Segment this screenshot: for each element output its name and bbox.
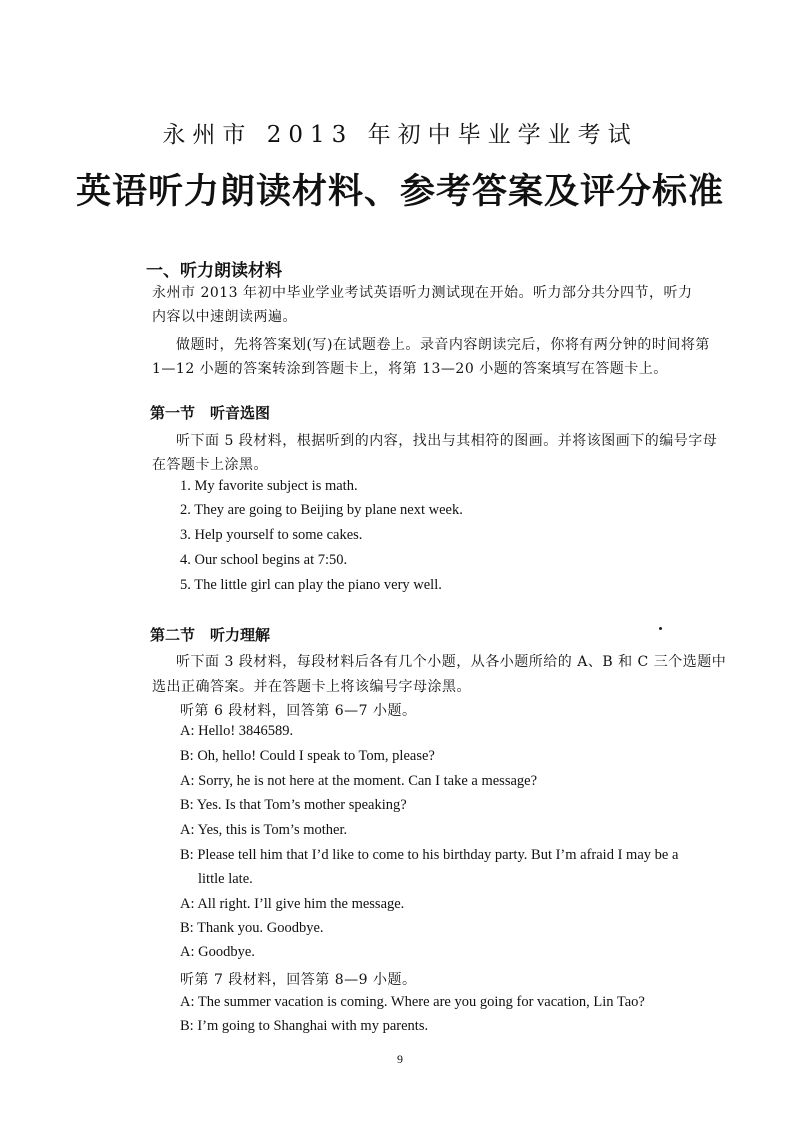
section-heading: 第二节 听力理解	[150, 626, 271, 644]
dialogue-line: B: Yes. Is that Tom’s mother speaking?	[180, 797, 407, 813]
intro-line: 永州市 2013 年初中毕业学业考试英语听力测试现在开始。听力部分共分四节，听力	[152, 285, 693, 301]
scan-speck	[659, 627, 662, 630]
dialogue-line: A: The summer vacation is coming. Where are you going for vacation, Lin Tao?	[180, 994, 645, 1010]
dialogue-line: A: All right. I’ll give him the message.	[180, 896, 405, 912]
intro-line: 做题时，先将答案划(写)在试题卷上。录音内容朗读完后，你将有两分钟的时间将第	[176, 337, 710, 353]
listening-item: 1. My favorite subject is math.	[180, 478, 358, 494]
instruction-line: 听下面 5 段材料，根据听到的内容，找出与其相符的图画。并将该图画下的编号字母	[176, 433, 718, 449]
material-label: 听第 6 段材料，回答第 6—7 小题。	[180, 703, 417, 719]
section-heading: 第一节 听音选图	[150, 404, 271, 422]
part-heading: 一、听力朗读材料	[146, 261, 282, 281]
instruction-line: 在答题卡上涂黑。	[152, 457, 268, 473]
dialogue-line: little late.	[198, 871, 253, 887]
listening-item: 5. The little girl can play the piano very well.	[180, 577, 442, 593]
listening-item: 4. Our school begins at 7:50.	[180, 552, 348, 568]
dialogue-line: A: Hello! 3846589.	[180, 723, 294, 739]
page-number: 9	[397, 1052, 403, 1066]
dialogue-line: B: Please tell him that I’d like to come to his birthday party. But I’m afraid I may be a	[180, 847, 679, 863]
dialogue-line: B: Oh, hello! Could I speak to Tom, please?	[180, 748, 435, 764]
dialogue-line: A: Yes, this is Tom’s mother.	[180, 822, 348, 838]
exam-title: 永州市 2013 年初中毕业学业考试	[162, 122, 638, 148]
intro-line: 1—12 小题的答案转涂到答题卡上，将第 13—20 小题的答案填写在答题卡上。	[152, 361, 668, 377]
dialogue-line: B: I’m going to Shanghai with my parents.	[180, 1018, 429, 1034]
dialogue-line: A: Sorry, he is not here at the moment. Can I take a message?	[180, 773, 538, 789]
intro-line: 内容以中速朗读两遍。	[152, 309, 297, 325]
dialogue-line: A: Goodbye.	[180, 944, 255, 960]
dialogue-line: B: Thank you. Goodbye.	[180, 920, 324, 936]
document-title: 英语听力朗读材料、参考答案及评分标准	[75, 172, 724, 212]
listening-item: 2. They are going to Beijing by plane next week.	[180, 502, 463, 518]
listening-item: 3. Help yourself to some cakes.	[180, 527, 363, 543]
material-label: 听第 7 段材料，回答第 8—9 小题。	[180, 972, 417, 988]
instruction-line: 听下面 3 段材料，每段材料后各有几个小题，从各小题所给的 A、B 和 C 三个选题中	[176, 654, 727, 670]
instruction-line: 选出正确答案。并在答题卡上将该编号字母涂黑。	[152, 679, 471, 695]
